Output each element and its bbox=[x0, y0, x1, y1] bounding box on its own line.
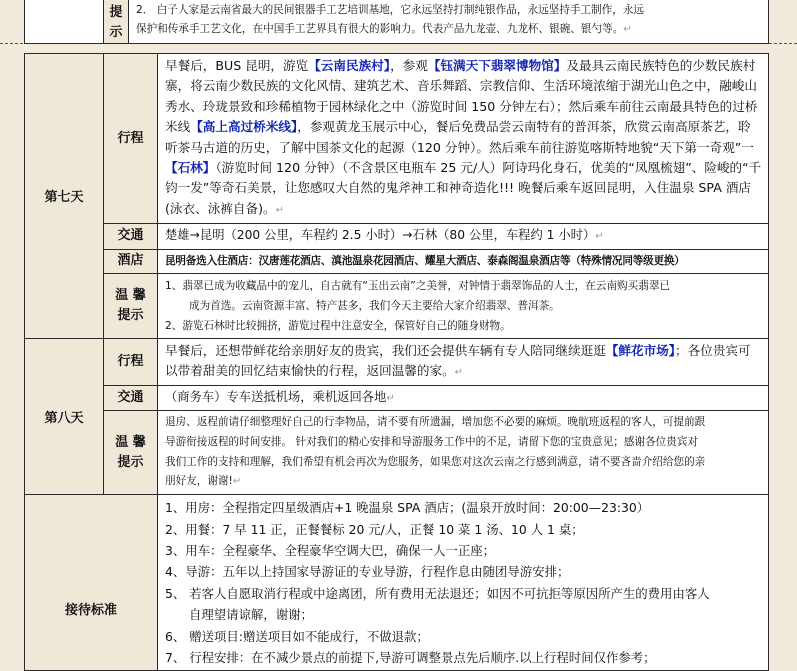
day8-tips-label: 温 馨 提示 bbox=[104, 411, 158, 495]
day7-traffic-label: 交通 bbox=[104, 224, 158, 249]
day7-hotel-text: 昆明备选入住酒店：汉唐莲花酒店、滇池温泉花园酒店、耀星大酒店、泰森阁温泉酒店等（特殊情况同等级更换） bbox=[158, 249, 769, 273]
highlight-stone-forest: 【石林】 bbox=[165, 160, 216, 176]
standards-item: 7、 行程安排：在不减少景点的前提下,导游可调整景点先后顺序.以上行程时间仅作参考； bbox=[165, 649, 656, 665]
day7-label: 第七天 bbox=[25, 54, 104, 339]
standards-item: 6、 赠送项目:赠送项目如不能成行，不做退款； bbox=[165, 628, 429, 644]
day8-itinerary-text: 早餐后，还想带鲜花给亲朋好友的贵宾，我们还会提供车辆有专人陪同继续逛逛【鲜花市场】；各位贵宾可以带着甜美的回忆结束愉快的行程，返回温馨的家。↵ bbox=[158, 338, 769, 385]
standards-item: 5、 若客人自愿取消行程或中途离团，所有费用无法退还；如因不可抗拒等原因所产生的费用由客人 bbox=[165, 585, 710, 601]
highlight-yunnan-ethnic-village: 【云南民族村】 bbox=[308, 58, 391, 73]
standards-list bbox=[158, 495, 769, 671]
day7-itinerary-label: 行程 bbox=[104, 54, 158, 224]
standards-item: 3、用车：全程豪华、全程豪华空调大巴，确保一人一正座； bbox=[165, 542, 496, 558]
day8-itinerary-label: 行程 bbox=[104, 338, 158, 385]
highlight-flower-market: 【鲜花市场】 bbox=[605, 342, 676, 358]
previous-section-table bbox=[24, 0, 769, 44]
day7-hotel-label: 酒店 bbox=[104, 249, 158, 273]
prev-blank-cell bbox=[25, 0, 104, 44]
day8-tips-text: 退房、返程前请仔细整理好自己的行李物品，请不要有所遗漏，增加您不必要的麻烦。晚航班返程的客人，可提前跟 导游衔接返程的时间安排。 针对我们的精心安排和导游服务工作中的不足，请留下您的宝贵意见；感谢各位贵宾对 我们工作的支持和理解，我们希望有机会再次为您服务，如果您对这次云南之行感到满意，请不要吝啬介绍给您的亲 朋好友，谢谢!↵ bbox=[158, 411, 769, 495]
day7-tips-label: 温 馨 提示 bbox=[104, 273, 158, 338]
day8-label: 第八天 bbox=[25, 338, 104, 494]
standards-item: 自理望请谅解，谢谢； bbox=[189, 607, 313, 623]
standards-item: 2、用餐：7 早 11 正，正餐餐标 20 元/人，正餐 10 菜 1 汤、10 人 1 桌； bbox=[165, 521, 584, 537]
standards-item: 4、导游：五年以上持国家导游证的专业导游，行程作息由随团导游安排； bbox=[165, 564, 570, 580]
day7-itinerary-text: 早餐后，BUS 昆明，游览【云南民族村】，参观【钰满天下翡翠博物馆】及最具云南民族特色的少数民族村寨，将云南少数民族的文化风情、建筑艺术、音乐舞蹈、宗教信仰、生活环境浓缩于湖光山色之中，融峻山秀水、玲珑景致和珍稀植物于园林绿化之中（游览时间 150 分钟左右）；然后乘车前往云南最具特色的过桥米线【高上高过桥米线】，参观黄龙玉展示中心，餐后免费品尝云南特有的普洱茶，欣赏云南高原茶艺，聆听茶马古道的历史，了解中国茶文化的起源（120 分钟）。然后乘车前往游览喀斯特地貌“天下第一奇观”一【石林】（游览时间 120 分钟）（不含景区电瓶车 25 元/人）阿诗玛化身石，优美的“凤凰梳翅”、险峻的“千钧一发”等奇石美景，让您感叹大自然的鬼斧神工和神奇造化!!! 晚餐后乘车返回昆明，入住温泉 SPA 酒店(泳衣、泳裤自备)。↵ bbox=[158, 54, 769, 224]
day8-traffic-text: （商务车）专车送抵机场，乘机返回各地↵ bbox=[158, 385, 769, 410]
prev-tips-content: 2． 白子人家是云南省最大的民间银器手工艺培训基地，它永远坚持打制纯银作品，永远坚持手工制作，永远 保护和传承手工艺文化，在中国手工艺界具有很大的影响力。代表产品九龙壶、九龙杯、银碗、银勺等。↵ bbox=[129, 0, 769, 44]
day7-traffic-text: 楚雄→昆明（200 公里，车程约 2.5 小时）→石林（80 公里，车程约 1 小时）↵ bbox=[158, 224, 769, 249]
standards-item: 1、用房：全程指定四星级酒店+1 晚温泉 SPA 酒店；(温泉开放时间：20:00—23:30） bbox=[165, 500, 650, 516]
standards-label: 接待标准 bbox=[25, 495, 158, 671]
day7-tips-text: 1、翡翠已成为收藏品中的宠儿，自古就有“玉出云南”之美誉，对钟情于翡翠饰品的人士，在云南购买翡翠已 成为首选。云南资源丰富、特产甚多，我们今天主要给大家介绍翡翠、普洱茶。 2、游览石林时比较拥挤，游览过程中注意安全，保管好自己的随身财物。 bbox=[158, 273, 769, 338]
prev-tips-label: 提示 bbox=[104, 0, 129, 44]
highlight-jade-museum: 【钰满天下翡翠博物馆】 bbox=[427, 58, 567, 73]
highlight-rice-noodle: 【高上高过桥米线】 bbox=[190, 119, 298, 135]
itinerary-table bbox=[24, 53, 769, 671]
day8-traffic-label: 交通 bbox=[104, 385, 158, 410]
